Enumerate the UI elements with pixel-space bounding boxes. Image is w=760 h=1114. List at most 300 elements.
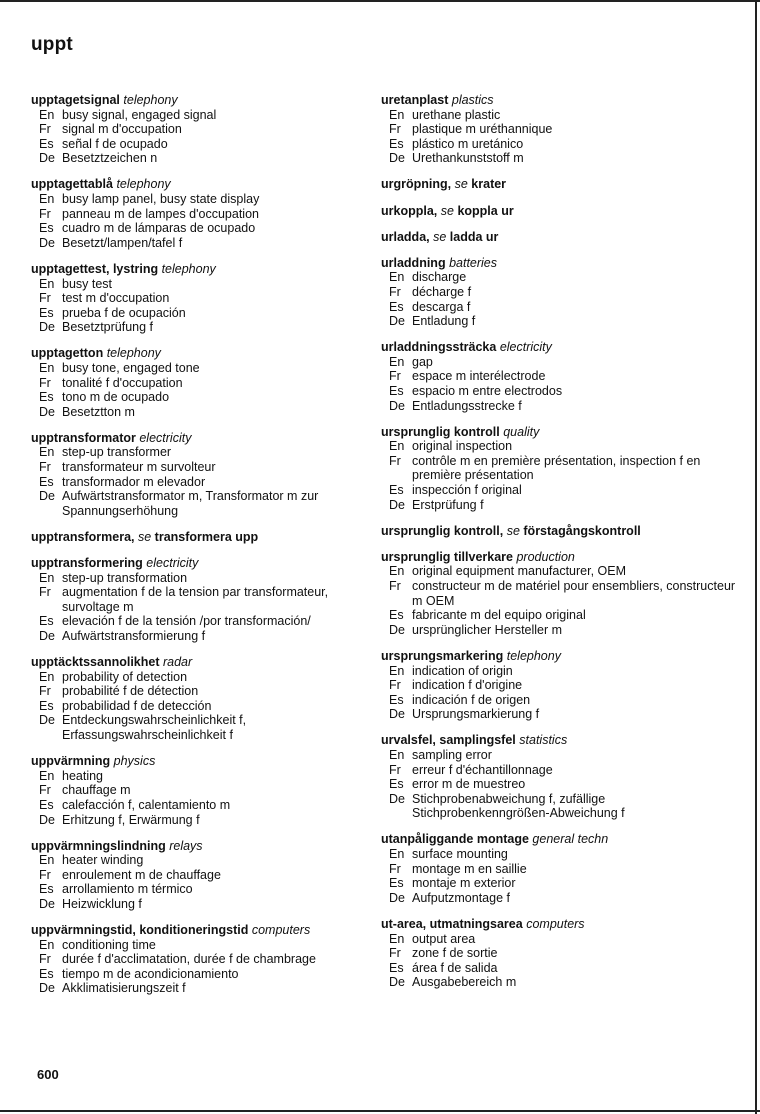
translation-text: panneau m de lampes d'occupation	[62, 206, 259, 221]
translation-row	[381, 439, 736, 454]
translation-row	[31, 699, 376, 714]
translation-text: busy signal, engaged signal	[62, 107, 217, 122]
headword: urladdningssträcka	[381, 340, 497, 355]
translation-text: busy test	[62, 276, 113, 291]
subject-field: production	[516, 549, 575, 564]
translation-text: indicación f de origen	[412, 692, 531, 707]
dictionary-entry	[381, 917, 736, 990]
translation-text: Entladung f	[412, 314, 476, 329]
language-code: Fr	[39, 460, 51, 475]
cross-reference: krater	[471, 177, 507, 192]
language-code: Fr	[39, 585, 51, 600]
dictionary-entry	[381, 204, 736, 219]
translation-text: tiempo m de acondicionamiento	[62, 966, 239, 981]
subject-field: telephony	[106, 346, 161, 361]
entry-headline	[381, 256, 736, 271]
language-code: De	[389, 791, 405, 806]
translation-text: contrôle m en première présentation, inspection f en première présentation	[412, 453, 701, 483]
translation-text: busy tone, engaged tone	[62, 361, 200, 375]
language-code: Fr	[389, 678, 401, 693]
translation-row	[31, 981, 376, 996]
entry-headline	[31, 923, 376, 938]
translation-text: Entdeckungswahrscheinlichkeit f, Erfassungswahrscheinlichkeit f	[62, 713, 247, 743]
translation-text: inspección f original	[412, 483, 522, 498]
translation-text: ursprünglicher Hersteller m	[412, 622, 563, 637]
language-code: Es	[39, 305, 54, 320]
translation-row	[381, 693, 736, 708]
translation-row	[31, 137, 376, 152]
translation-text: señal f de ocupado	[62, 136, 168, 151]
dictionary-entry	[381, 524, 736, 539]
translation-row	[381, 748, 736, 763]
translation-text: elevación f de la tensión /por transformación/	[62, 614, 311, 629]
headword: uppvärmningslindning	[31, 838, 166, 853]
translation-text: probabilidad f de detección	[62, 698, 212, 713]
translation-row	[31, 221, 376, 236]
translation-text: décharge f	[412, 284, 472, 299]
subject-field: telephony	[161, 261, 216, 276]
language-code: Es	[39, 221, 54, 236]
translation-row	[31, 108, 376, 123]
translation-text: Ausgabebereich m	[412, 975, 517, 990]
subject-field: computers	[526, 916, 585, 931]
subject-field: telephony	[123, 93, 178, 107]
translation-row	[31, 783, 376, 798]
subject-field: radar	[162, 655, 193, 670]
language-code: Fr	[389, 946, 401, 961]
entry-headline	[31, 93, 376, 108]
language-code: Fr	[389, 369, 401, 384]
translation-row	[381, 763, 736, 778]
language-code: Es	[39, 797, 54, 812]
language-code: En	[389, 107, 405, 122]
language-code: Fr	[389, 579, 401, 594]
translation-text: test m d'occupation	[62, 291, 170, 306]
dictionary-entry	[31, 530, 376, 545]
language-code: Es	[39, 390, 54, 405]
translation-row	[381, 355, 736, 370]
translation-text: transformador m elevador	[62, 474, 206, 489]
translation-text: augmentation f de la tension par transformateur, survoltage m	[62, 585, 329, 614]
subject-field: plastics	[451, 93, 494, 107]
cross-reference: koppla ur	[457, 203, 514, 218]
dictionary-entry	[31, 839, 376, 912]
language-code: De	[389, 975, 405, 990]
translation-text: Ursprungsmarkierung f	[412, 707, 540, 722]
entry-headline	[381, 832, 736, 847]
translation-row	[381, 314, 736, 329]
dictionary-entry	[381, 340, 736, 413]
language-code: Fr	[389, 122, 401, 137]
language-code: Fr	[39, 867, 51, 882]
translation-text: Besetztzeichen n	[62, 151, 158, 166]
dictionary-entry	[381, 256, 736, 329]
translation-text: busy lamp panel, busy state display	[62, 192, 260, 207]
translation-text: tonalité f d'occupation	[62, 375, 183, 390]
translation-row	[381, 862, 736, 877]
translation-text: durée f d'acclimatation, durée f de chambrage	[62, 952, 316, 967]
translation-text: transformateur m survolteur	[62, 460, 216, 475]
translation-row	[31, 475, 376, 490]
language-code: Fr	[39, 206, 51, 221]
translation-row	[31, 769, 376, 784]
translation-row	[381, 792, 736, 821]
language-code: En	[389, 270, 405, 285]
translation-text: signal m d'occupation	[62, 122, 182, 137]
language-code: En	[39, 192, 55, 207]
translation-text: arrollamiento m térmico	[62, 882, 193, 897]
language-code: Fr	[39, 291, 51, 306]
language-code: En	[389, 747, 405, 762]
headword: upptransformera,	[31, 529, 135, 544]
language-code: De	[39, 235, 55, 250]
translation-row	[31, 897, 376, 912]
translation-row	[381, 876, 736, 891]
language-code: De	[39, 151, 55, 166]
language-code: Es	[39, 614, 54, 629]
headword: upptransformator	[31, 430, 136, 445]
dictionary-entry	[31, 923, 376, 996]
dictionary-entry	[31, 431, 376, 519]
entry-headline	[381, 204, 736, 219]
translation-text: espace m interélectrode	[412, 369, 546, 384]
translation-row	[31, 306, 376, 321]
subject-field: electricity	[499, 340, 552, 355]
dictionary-entry	[381, 425, 736, 513]
translation-row	[381, 369, 736, 384]
translation-row	[31, 571, 376, 586]
translation-row	[31, 192, 376, 207]
translation-row	[31, 629, 376, 644]
dictionary-entry	[31, 262, 376, 335]
dictionary-entry	[381, 93, 736, 166]
headword: upptagetton	[31, 346, 104, 361]
translation-text: área f de salida	[412, 960, 498, 975]
dictionary-entry	[31, 556, 376, 644]
translation-row	[31, 390, 376, 405]
translation-row	[31, 952, 376, 967]
see-marker: se	[506, 523, 520, 538]
translation-row	[31, 585, 376, 614]
dictionary-entry	[31, 754, 376, 827]
translation-row	[381, 608, 736, 623]
translation-row	[31, 405, 376, 420]
translation-text: espacio m entre electrodos	[412, 384, 563, 398]
headword: urgröpning,	[381, 177, 452, 192]
dictionary-entry	[31, 346, 376, 419]
translation-text: indication f d'origine	[412, 678, 523, 693]
language-code: Es	[39, 136, 54, 151]
translation-row	[381, 137, 736, 152]
language-code: Fr	[39, 684, 51, 699]
translation-row	[31, 151, 376, 166]
language-code: Fr	[389, 453, 401, 468]
translation-text: montage m en saillie	[412, 861, 527, 876]
entry-headline	[31, 431, 376, 446]
translation-row	[31, 868, 376, 883]
dictionary-entry	[381, 733, 736, 821]
language-code: En	[39, 361, 55, 375]
language-code: Fr	[389, 284, 401, 299]
headword: urvalsfel, samplingsfel	[381, 733, 516, 748]
translation-row	[381, 664, 736, 679]
subject-field: electricity	[139, 430, 192, 445]
translation-text: descarga f	[412, 299, 471, 314]
translation-row	[31, 882, 376, 897]
language-code: Fr	[389, 861, 401, 876]
language-code: Fr	[39, 375, 51, 390]
language-code: Es	[389, 299, 404, 314]
language-code: Es	[39, 966, 54, 981]
entry-headline	[381, 177, 736, 192]
translation-text: plástico m uretánico	[412, 136, 524, 151]
translation-row	[381, 564, 736, 579]
translation-row	[381, 946, 736, 961]
subject-field: telephony	[506, 648, 561, 663]
translation-text: Stichprobenabweichung f, zufällige Stichprobenkenngrößen-Abweichung f	[412, 791, 625, 821]
translation-text: step-up transformation	[62, 570, 188, 585]
translation-text: Urethankunststoff m	[412, 151, 524, 166]
language-code: De	[39, 897, 55, 911]
language-code: Es	[389, 136, 404, 151]
translation-text: Aufwärtstransformierung f	[62, 629, 206, 643]
entry-headline	[381, 550, 736, 565]
translation-row	[31, 853, 376, 868]
headword: upptäcktssannolikhet	[31, 655, 160, 670]
see-marker: se	[440, 203, 454, 218]
subject-field: quality	[503, 424, 540, 439]
subject-field: relays	[169, 838, 203, 853]
language-code: Es	[39, 474, 54, 489]
headword: urladdning	[381, 255, 446, 270]
language-code: De	[39, 489, 55, 504]
translation-text: probability of detection	[62, 669, 188, 684]
translation-row	[31, 670, 376, 685]
translation-row	[381, 384, 736, 399]
translation-text: tono m de ocupado	[62, 390, 170, 405]
entry-headline	[381, 733, 736, 748]
translation-row	[381, 483, 736, 498]
translation-text: gap	[412, 354, 433, 369]
dictionary-entry	[381, 230, 736, 245]
translation-row	[381, 122, 736, 137]
translation-row	[381, 498, 736, 513]
translation-text: Besetztton m	[62, 404, 135, 419]
language-code: En	[389, 439, 405, 454]
bottom-border-line	[0, 1110, 760, 1112]
language-code: De	[389, 151, 405, 166]
headword: upptagetsignal	[31, 93, 120, 107]
language-code: Es	[39, 882, 54, 897]
language-code: En	[389, 564, 405, 579]
language-code: Es	[389, 692, 404, 707]
translation-text: prueba f de ocupación	[62, 305, 186, 320]
translation-row	[31, 460, 376, 475]
translation-row	[381, 285, 736, 300]
subject-field: computers	[251, 923, 311, 938]
language-code: En	[389, 931, 405, 946]
entry-headline	[381, 230, 736, 245]
language-code: Es	[389, 608, 404, 623]
language-code: De	[389, 707, 405, 722]
translation-row	[31, 277, 376, 292]
headword: uppvärmning	[31, 754, 111, 769]
translation-text: chauffage m	[62, 783, 131, 798]
language-code: En	[39, 276, 55, 291]
translation-row	[381, 300, 736, 315]
language-code: Es	[39, 698, 54, 713]
entry-headline	[381, 340, 736, 355]
translation-text: constructeur m de matériel pour ensembliers, constructeur m OEM	[412, 579, 736, 608]
entry-headline	[31, 754, 376, 769]
language-code: De	[39, 981, 55, 996]
language-code: Es	[389, 384, 404, 398]
translation-row	[31, 320, 376, 335]
right-column	[381, 93, 736, 1001]
translation-text: urethane plastic	[412, 107, 501, 122]
translation-text: conditioning time	[62, 937, 156, 952]
see-marker: se	[433, 229, 447, 244]
language-code: En	[39, 107, 55, 122]
entry-headline	[381, 425, 736, 440]
entry-headline	[31, 530, 376, 545]
language-code: En	[39, 570, 55, 585]
language-code: Es	[389, 876, 404, 891]
language-code: En	[389, 847, 405, 862]
language-code: De	[39, 320, 55, 335]
entry-headline	[31, 177, 376, 192]
translation-text: montaje m exterior	[412, 876, 516, 891]
subject-field: batteries	[449, 255, 498, 270]
translation-row	[31, 376, 376, 391]
translation-text: error m de muestreo	[412, 777, 526, 792]
entry-headline	[31, 556, 376, 571]
translation-row	[381, 707, 736, 722]
language-code: De	[39, 812, 55, 827]
translation-text: enroulement m de chauffage	[62, 867, 221, 882]
translation-text: original equipment manufacturer, OEM	[412, 564, 626, 579]
page-number: 600	[37, 1067, 59, 1082]
translation-row	[31, 798, 376, 813]
translation-row	[31, 614, 376, 629]
translation-text: Aufputzmontage f	[412, 890, 510, 905]
headword: ursprungsmarkering	[381, 648, 504, 663]
translation-row	[31, 207, 376, 222]
translation-text: original inspection	[412, 439, 513, 454]
translation-text: Besetztprüfung f	[62, 320, 154, 335]
translation-row	[381, 678, 736, 693]
language-code: De	[389, 497, 405, 512]
headword: uretanplast	[381, 93, 449, 107]
translation-row	[31, 489, 376, 518]
translation-row	[381, 847, 736, 862]
translation-row	[381, 151, 736, 166]
headword: urkoppla,	[381, 203, 438, 218]
language-code: Fr	[39, 952, 51, 967]
entry-headline	[381, 649, 736, 664]
translation-row	[381, 454, 736, 483]
translation-text: step-up transformer	[62, 445, 172, 460]
see-marker: se	[137, 529, 152, 544]
language-code: Fr	[39, 783, 51, 798]
right-border-line	[755, 0, 757, 1114]
translation-text: fabricante m del equipo original	[412, 608, 586, 623]
page-header: uppt	[31, 34, 73, 55]
translation-text: Akklimatisierungszeit f	[62, 981, 186, 996]
translation-text: erreur f d'échantillonnage	[412, 762, 553, 777]
cross-reference: ladda ur	[449, 229, 499, 244]
entry-headline	[31, 346, 376, 361]
translation-row	[381, 932, 736, 947]
translation-text: plastique m uréthannique	[412, 122, 553, 137]
translation-row	[381, 961, 736, 976]
translation-row	[381, 623, 736, 638]
translation-text: Heizwicklung f	[62, 897, 142, 911]
translation-row	[31, 122, 376, 137]
translation-row	[31, 967, 376, 982]
language-code: En	[39, 445, 55, 460]
language-code: Fr	[39, 122, 51, 137]
language-code: En	[39, 669, 55, 684]
translation-row	[381, 891, 736, 906]
dictionary-entry	[381, 177, 736, 192]
headword: uppvärmningstid, konditioneringstid	[31, 923, 249, 938]
translation-text: zone f de sortie	[412, 946, 498, 961]
top-border-line	[0, 0, 760, 2]
language-code: De	[389, 398, 405, 413]
language-code: En	[39, 937, 55, 952]
left-column	[31, 93, 376, 1008]
dictionary-entry	[381, 832, 736, 905]
language-code: De	[389, 314, 405, 329]
translation-text: probabilité f de détection	[62, 684, 199, 699]
translation-row	[381, 777, 736, 792]
translation-row	[31, 684, 376, 699]
language-code: De	[39, 629, 55, 643]
dictionary-entry	[381, 649, 736, 722]
translation-text: Erhitzung f, Erwärmung f	[62, 812, 200, 827]
translation-text: Erstprüfung f	[412, 497, 484, 512]
translation-text: sampling error	[412, 747, 492, 762]
entry-headline	[381, 93, 736, 108]
dictionary-entry	[381, 550, 736, 638]
language-code: De	[39, 404, 55, 419]
translation-row	[381, 975, 736, 990]
translation-text: surface mounting	[412, 847, 508, 862]
headword: upptagettablå	[31, 177, 113, 192]
translation-row	[31, 291, 376, 306]
language-code: En	[39, 853, 55, 868]
cross-reference: förstagångskontroll	[523, 523, 641, 538]
entry-headline	[31, 655, 376, 670]
headword: ursprunglig kontroll,	[381, 523, 504, 538]
headword: upptransformering	[31, 556, 143, 571]
translation-text: Aufwärtstransformator m, Transformator m zur Spannungserhöhung	[62, 489, 319, 518]
language-code: Fr	[389, 762, 401, 777]
translation-row	[381, 579, 736, 608]
dictionary-entry	[31, 655, 376, 743]
language-code: Es	[389, 960, 404, 975]
headword: utanpåliggande montage	[381, 832, 529, 847]
see-marker: se	[454, 177, 468, 192]
translation-text: discharge	[412, 270, 467, 285]
headword: ut-area, utmatningsarea	[381, 916, 523, 931]
subject-field: general techn	[532, 832, 609, 847]
dictionary-entry	[31, 177, 376, 250]
entry-headline	[381, 524, 736, 539]
entry-headline	[381, 917, 736, 932]
language-code: De	[389, 890, 405, 905]
